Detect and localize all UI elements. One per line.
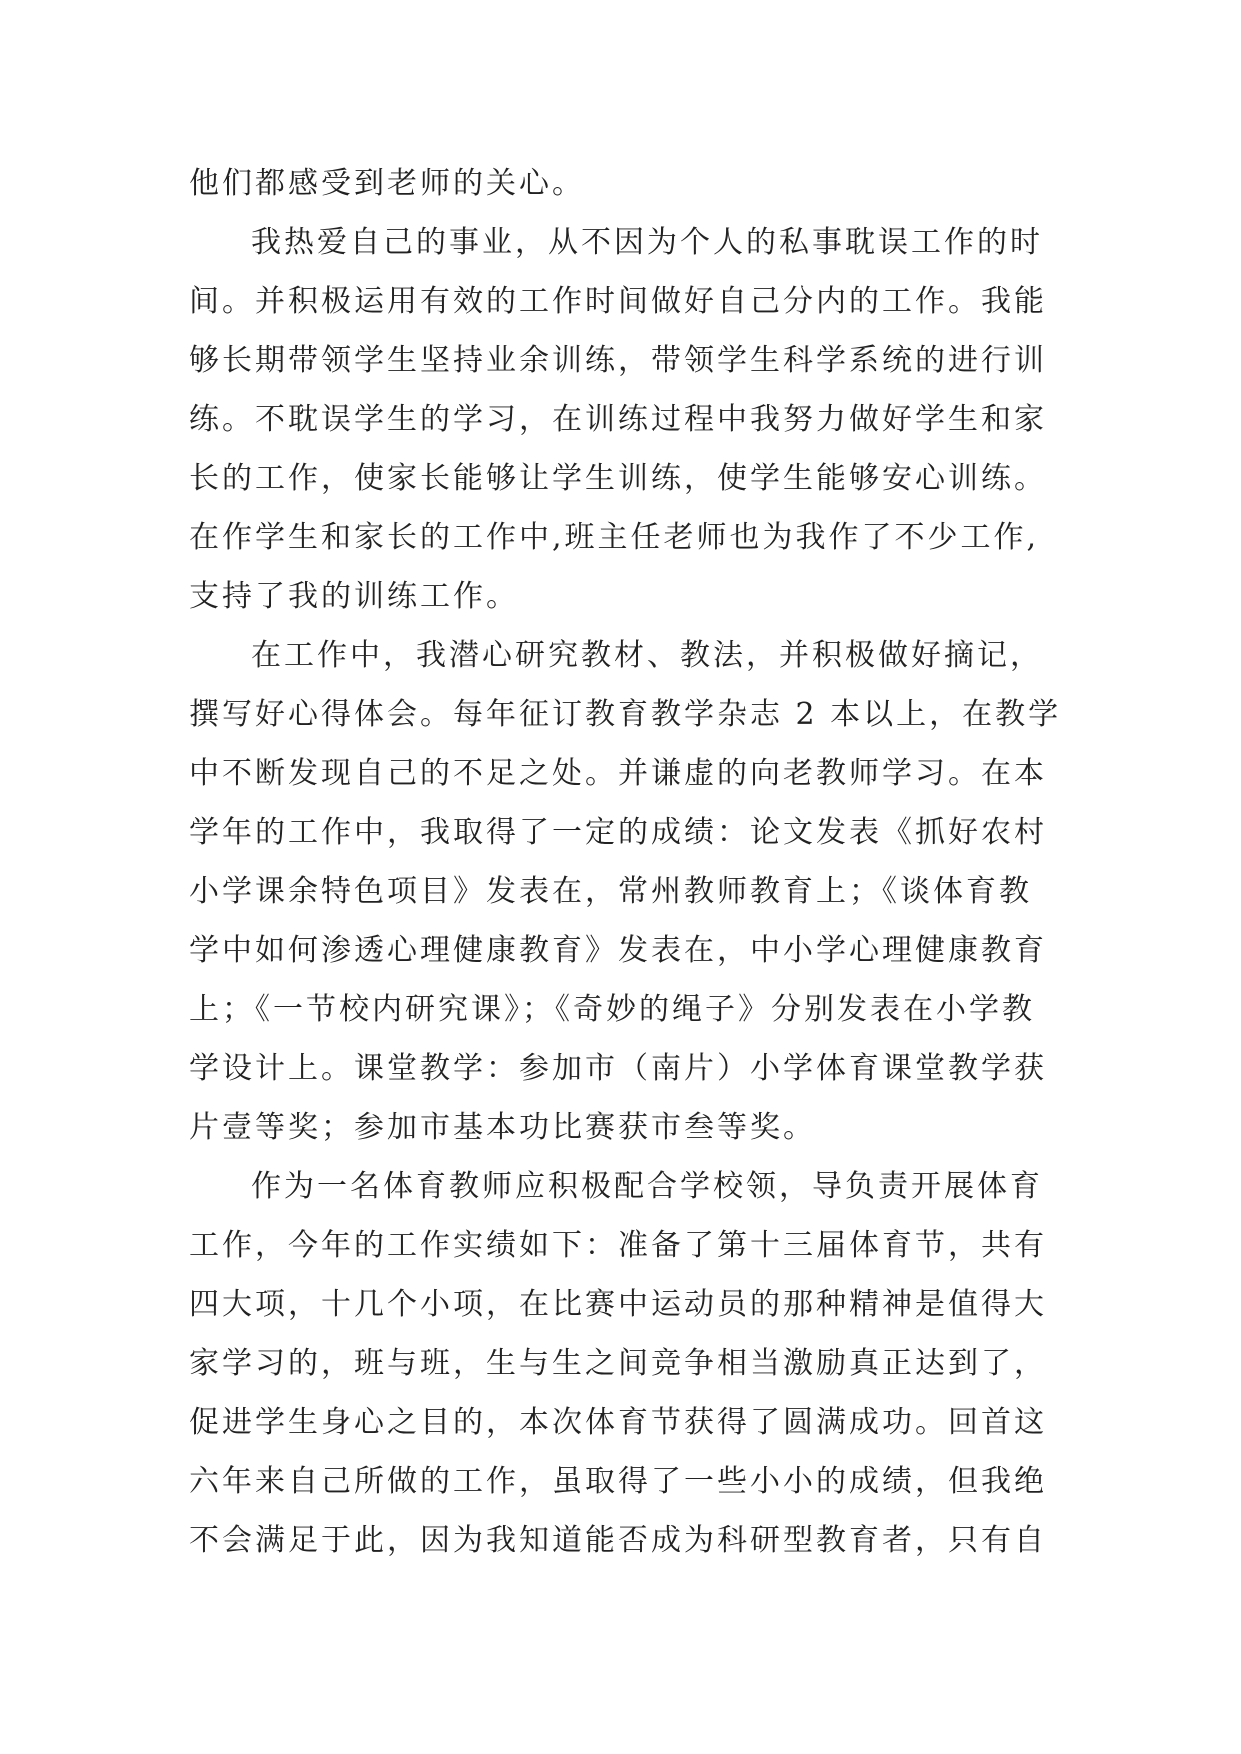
- text-line: 家学习的，班与班，生与生之间竞争相当激励真正达到了，: [189, 1346, 1047, 1381]
- text-line: 促进学生身心之目的，本次体育节获得了圆满成功。回首这: [189, 1405, 1047, 1440]
- text-line: 学中如何渗透心理健康教育》发表在，中小学心理健康教育: [189, 933, 1047, 968]
- text-line: 撰写好心得体会。每年征订教育教学杂志 2 本以上，在教学: [189, 697, 1062, 732]
- body-text: [189, 154, 1062, 1570]
- text-line: 四大项，十几个小项，在比赛中运动员的那种精神是值得大: [189, 1287, 1047, 1322]
- paragraph-first-line: 我热爱自己的事业，从不因为个人的私事耽误工作的时: [251, 225, 1043, 260]
- text-line: 小学课余特色项目》发表在，常州教师教育上；《谈体育教: [189, 874, 1032, 909]
- text-line: 间。并积极运用有效的工作时间做好自己分内的工作。我能: [189, 284, 1047, 319]
- paragraph-first-line: 作为一名体育教师应积极配合学校领，导负责开展体育: [251, 1169, 1043, 1204]
- text-line: 中不断发现自己的不足之处。并谦虚的向老教师学习。在本: [189, 756, 1047, 791]
- text-line: 工作，今年的工作实绩如下：准备了第十三届体育节，共有: [189, 1228, 1047, 1263]
- text-line: 不会满足于此，因为我知道能否成为科研型教育者，只有自: [189, 1523, 1047, 1558]
- paragraph-first-line: 在工作中，我潜心研究教材、教法，并积极做好摘记，: [251, 638, 1043, 673]
- text-line: 在作学生和家长的工作中,班主任老师也为我作了不少工作,: [189, 520, 1040, 555]
- text-line: 他们都感受到老师的关心。: [189, 166, 585, 201]
- text-line: 上；《一节校内研究课》；《奇妙的绳子》分别发表在小学教: [189, 992, 1035, 1027]
- text-line: 够长期带领学生坚持业余训练，带领学生科学系统的进行训: [189, 343, 1047, 378]
- text-line: 片壹等奖；参加市基本功比赛获市叁等奖。: [189, 1110, 816, 1145]
- text-line: 练。不耽误学生的学习，在训练过程中我努力做好学生和家: [189, 402, 1047, 437]
- text-line: 六年来自己所做的工作，虽取得了一些小小的成绩，但我绝: [189, 1464, 1047, 1499]
- text-line: 长的工作，使家长能够让学生训练，使学生能够安心训练。: [189, 461, 1047, 496]
- text-line: 学年的工作中，我取得了一定的成绩：论文发表《抓好农村: [189, 815, 1047, 850]
- text-line: 学设计上。课堂教学：参加市（南片）小学体育课堂教学获: [189, 1051, 1047, 1086]
- text-line: 支持了我的训练工作。: [189, 579, 519, 614]
